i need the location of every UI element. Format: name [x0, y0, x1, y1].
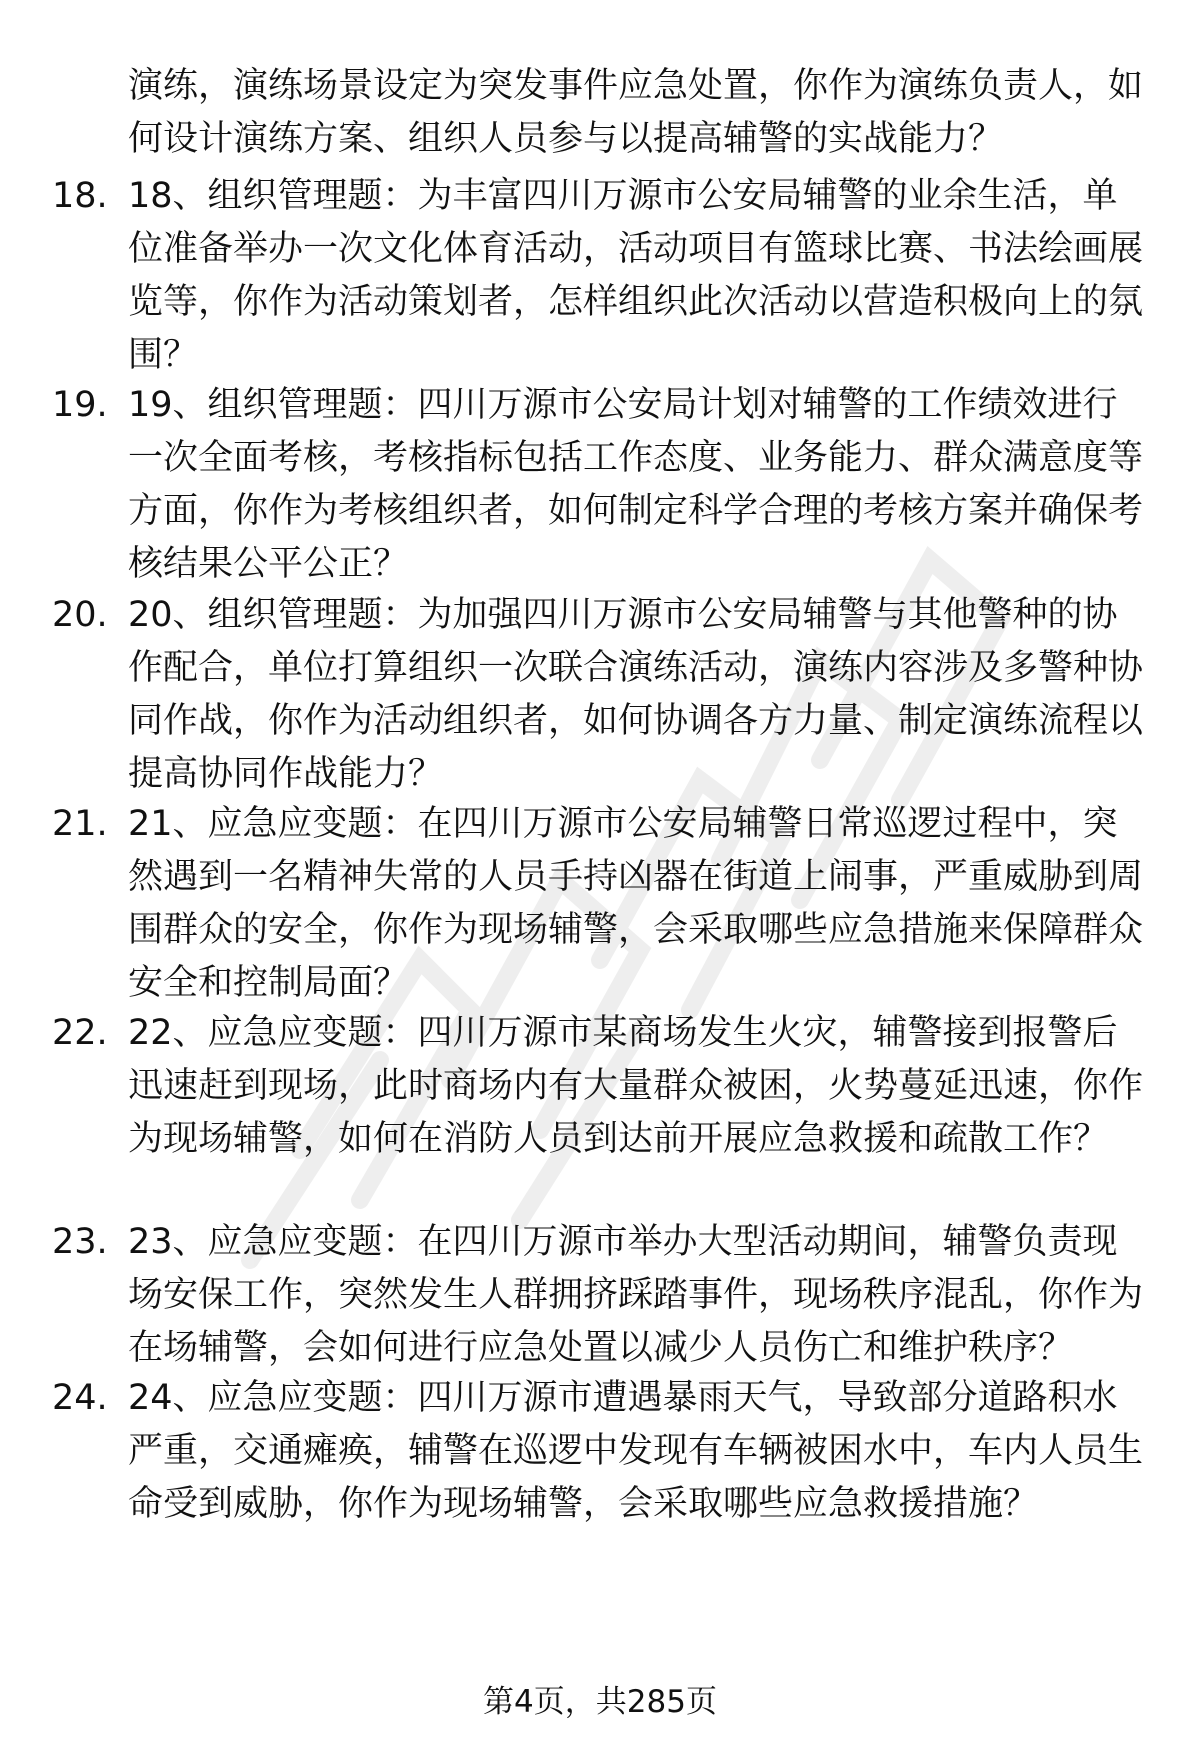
question-text: 21、应急应变题：在四川万源市公安局辅警日常巡逻过程中，突然遇到一名精神失常的人员手持凶器在街道上闹事，严重威胁到周围群众的安全，你作为现场辅警，会采取哪些应急措施来保障群众安全和控制局面？ [128, 804, 1144, 1003]
question-text: 22、应急应变题：四川万源市某商场发生火灾，辅警接到报警后迅速赶到现场，此时商场内有大量群众被困，火势蔓延迅速，你作为现场辅警，如何在消防人员到达前开展应急救援和疏散工作？ [128, 1013, 1144, 1159]
question-text: 18、组织管理题：为丰富四川万源市公安局辅警的业余生活，单位准备举办一次文化体育活动，活动项目有篮球比赛、书法绘画展览等，你作为活动策划者，怎样组织此次活动以营造积极向上的氛围？ [128, 176, 1144, 375]
question-text: 20、组织管理题：为加强四川万源市公安局辅警与其他警种的协作配合，单位打算组织一次联合演练活动，演练内容涉及多警种协同作战，你作为活动组织者，如何协调各方力量、制定演练流程以提高协同作战能力？ [128, 595, 1144, 794]
question-number: 22. [52, 1013, 108, 1053]
question-number: 23. [52, 1222, 108, 1262]
question-text: 19、组织管理题：四川万源市公安局计划对辅警的工作绩效进行一次全面考核，考核指标包括工作态度、业务能力、群众满意度等方面，你作为考核组织者，如何制定科学合理的考核方案并确保考核结果公平公正？ [128, 385, 1144, 584]
question-text: 23、应急应变题：在四川万源市举办大型活动期间，辅警负责现场安保工作，突然发生人群拥挤踩踏事件，现场秩序混乱，你作为在场辅警，会如何进行应急处置以减少人员伤亡和维护秩序？ [128, 1222, 1144, 1368]
question-number: 24. [52, 1378, 108, 1418]
question-number: 19. [52, 385, 108, 425]
question-text: 24、应急应变题：四川万源市遭遇暴雨天气，导致部分道路积水严重，交通瘫痪，辅警在巡逻中发现有车辆被困水中，车内人员生命受到威胁，你作为现场辅警，会采取哪些应急救援措施？ [128, 1378, 1144, 1524]
question-number: 20. [52, 595, 108, 635]
page-footer: 第4页，共285页 [483, 1684, 717, 1720]
continuation-paragraph: 演练，演练场景设定为突发事件应急处置，你作为演练负责人，如何设计演练方案、组织人员参与以提高辅警的实战能力？ [128, 66, 1144, 159]
question-number: 18. [52, 176, 108, 216]
question-number: 21. [52, 804, 108, 844]
